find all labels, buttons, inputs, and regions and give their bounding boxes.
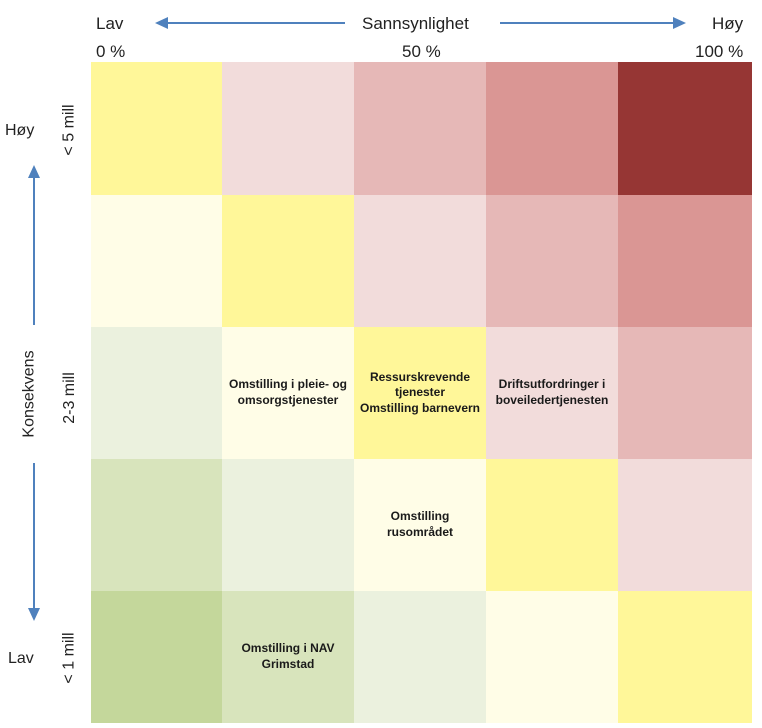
probability-low-label: Lav <box>96 14 124 33</box>
probability-100-percent: 100 % <box>695 42 744 61</box>
matrix-cell <box>618 195 752 327</box>
matrix-cell <box>618 62 752 195</box>
matrix-cell <box>354 195 486 327</box>
risk-item-label: Omstilling i pleie- og omsorgstjenester <box>228 377 347 407</box>
consequence-high-label: Høy <box>5 122 35 139</box>
matrix-cell <box>354 327 486 459</box>
matrix-cell <box>486 62 618 195</box>
probability-high-label: Høy <box>712 14 744 33</box>
consequence-tier-low: < 1 mill <box>61 632 78 684</box>
matrix-cell <box>222 195 354 327</box>
risk-matrix <box>91 62 752 723</box>
matrix-cell <box>354 62 486 195</box>
matrix-cell <box>91 591 222 723</box>
risk-item-label: Omstilling rusområdet <box>386 509 454 539</box>
arrow-up-icon <box>27 165 41 325</box>
risk-item-label: Omstilling i NAV Grimstad <box>241 641 335 671</box>
matrix-cell <box>222 591 354 723</box>
consequence-low-label: Lav <box>8 650 34 667</box>
matrix-cell <box>354 459 486 591</box>
matrix-cell <box>91 459 222 591</box>
matrix-cell <box>222 62 354 195</box>
matrix-cell <box>486 195 618 327</box>
arrow-left-icon <box>155 16 345 30</box>
matrix-cell <box>618 327 752 459</box>
matrix-cell <box>91 327 222 459</box>
arrow-right-icon <box>500 16 686 30</box>
matrix-cell <box>222 459 354 591</box>
matrix-cell <box>222 327 354 459</box>
matrix-cell <box>486 327 618 459</box>
probability-50-percent: 50 % <box>402 42 441 61</box>
matrix-cell <box>91 62 222 195</box>
consequence-axis-title: Konsekvens <box>20 350 38 438</box>
matrix-cell <box>91 195 222 327</box>
probability-0-percent: 0 % <box>96 42 126 61</box>
matrix-cell <box>618 591 752 723</box>
consequence-tier-high: < 5 mill <box>61 104 78 156</box>
arrow-down-icon <box>27 463 41 621</box>
matrix-cell <box>486 459 618 591</box>
risk-item-label: Ressurskrevende tjenester Omstilling barnevern <box>359 369 481 415</box>
matrix-cell <box>618 459 752 591</box>
consequence-tier-mid: 2-3 mill <box>61 372 78 424</box>
matrix-cell <box>486 591 618 723</box>
risk-item-label: Driftsutfordringer i boveiledertjenesten <box>495 377 609 407</box>
probability-axis-title: Sannsynlighet <box>362 14 469 33</box>
matrix-cell <box>354 591 486 723</box>
